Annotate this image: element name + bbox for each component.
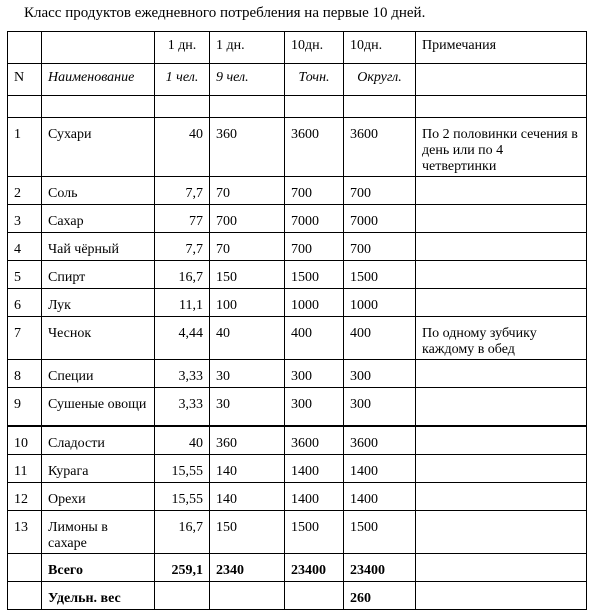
nine-people-day-cell: 150 [210,511,285,554]
table-row [8,205,587,233]
specific-weight-row [8,582,587,610]
per-person-day-cell: 40 [155,118,210,177]
ten-days-rounded-cell: 1500 [344,511,416,554]
product-name-cell: Лук [42,289,155,317]
ten-days-exact-cell: 700 [285,233,344,261]
ten-days-rounded-cell: 700 [344,177,416,205]
note-cell [416,511,587,554]
product-name-cell: Всего [42,554,155,582]
header-cell: Точн. [285,64,344,96]
nine-people-day-cell: 360 [210,426,285,455]
ten-days-rounded-cell: 260 [344,582,416,610]
ten-days-exact-cell: 1500 [285,261,344,289]
note-cell [416,426,587,455]
note-cell [416,289,587,317]
header-cell: 1 чел. [155,64,210,96]
note-cell: По 2 половинки сечения в день или по 4 четвертинки [416,118,587,177]
row-number-cell: 2 [8,177,42,205]
header-cell: 1 дн. [210,32,285,64]
header-cell: 9 чел. [210,64,285,96]
row-number-cell [8,554,42,582]
note-cell [416,205,587,233]
nine-people-day-cell: 700 [210,205,285,233]
total-row [8,554,587,582]
per-person-day-cell: 7,7 [155,177,210,205]
header-cell: N [8,64,42,96]
table-row [8,261,587,289]
table-row [8,388,587,427]
ten-days-rounded-cell: 400 [344,317,416,360]
ten-days-exact-cell: 1500 [285,511,344,554]
row-number-cell: 8 [8,360,42,388]
header-cell [8,32,42,64]
ten-days-exact-cell: 1400 [285,483,344,511]
product-name-cell: Сладости [42,426,155,455]
header-cell: Округл. [344,64,416,96]
row-number-cell: 6 [8,289,42,317]
nine-people-day-cell: 140 [210,483,285,511]
note-cell [416,388,587,427]
product-name-cell: Орехи [42,483,155,511]
ten-days-rounded-cell: 300 [344,388,416,427]
product-name-cell: Сушеные овощи [42,388,155,427]
nine-people-day-cell: 140 [210,455,285,483]
ten-days-exact-cell: 400 [285,317,344,360]
empty-cell [210,96,285,118]
product-name-cell: Чеснок [42,317,155,360]
header-cell [42,32,155,64]
row-number-cell [8,582,42,610]
note-cell [416,582,587,610]
empty-cell [416,96,587,118]
row-number-cell: 12 [8,483,42,511]
ten-days-exact-cell: 300 [285,388,344,427]
per-person-day-cell: 40 [155,426,210,455]
empty-cell [285,96,344,118]
header-cell: 10дн. [285,32,344,64]
document-title: Класс продуктов ежедневного потребления на первые 10 дней. [24,5,426,21]
product-name-cell: Курага [42,455,155,483]
row-number-cell: 10 [8,426,42,455]
table-row [8,233,587,261]
ten-days-rounded-cell: 1400 [344,455,416,483]
note-cell [416,233,587,261]
header-row-columns [8,64,587,96]
ten-days-exact-cell: 3600 [285,426,344,455]
ten-days-rounded-cell: 700 [344,233,416,261]
spacer-row [8,96,587,118]
nine-people-day-cell: 150 [210,261,285,289]
row-number-cell: 4 [8,233,42,261]
header-cell: Примечания [416,32,587,64]
product-name-cell: Лимоны в сахаре [42,511,155,554]
table-row [8,455,587,483]
row-number-cell: 11 [8,455,42,483]
note-cell [416,455,587,483]
product-name-cell: Сухари [42,118,155,177]
table-row [8,118,587,177]
product-name-cell: Чай чёрный [42,233,155,261]
per-person-day-cell: 7,7 [155,233,210,261]
nine-people-day-cell: 100 [210,289,285,317]
product-name-cell: Соль [42,177,155,205]
nine-people-day-cell: 30 [210,360,285,388]
ten-days-exact-cell: 7000 [285,205,344,233]
per-person-day-cell: 4,44 [155,317,210,360]
row-number-cell: 3 [8,205,42,233]
row-number-cell: 7 [8,317,42,360]
nine-people-day-cell: 70 [210,233,285,261]
empty-cell [8,96,42,118]
table-row [8,511,587,554]
ten-days-rounded-cell: 23400 [344,554,416,582]
ten-days-exact-cell: 1000 [285,289,344,317]
per-person-day-cell: 15,55 [155,483,210,511]
per-person-day-cell: 3,33 [155,360,210,388]
per-person-day-cell: 15,55 [155,455,210,483]
note-cell [416,483,587,511]
ten-days-rounded-cell: 7000 [344,205,416,233]
table-row [8,177,587,205]
empty-cell [42,96,155,118]
product-name-cell: Спирт [42,261,155,289]
products-table [7,31,587,610]
per-person-day-cell [155,582,210,610]
per-person-day-cell: 3,33 [155,388,210,427]
ten-days-rounded-cell: 3600 [344,426,416,455]
table-row [8,483,587,511]
table-row [8,426,587,455]
nine-people-day-cell: 70 [210,177,285,205]
per-person-day-cell: 259,1 [155,554,210,582]
nine-people-day-cell: 360 [210,118,285,177]
note-cell: По одному зубчику каждому в обед [416,317,587,360]
header-cell: 10дн. [344,32,416,64]
table-row [8,360,587,388]
empty-cell [155,96,210,118]
ten-days-rounded-cell: 1400 [344,483,416,511]
product-name-cell: Сахар [42,205,155,233]
ten-days-rounded-cell: 300 [344,360,416,388]
product-name-cell: Удельн. вес [42,582,155,610]
nine-people-day-cell: 30 [210,388,285,427]
ten-days-rounded-cell: 1000 [344,289,416,317]
ten-days-rounded-cell: 1500 [344,261,416,289]
ten-days-exact-cell: 700 [285,177,344,205]
header-cell [416,64,587,96]
empty-cell [344,96,416,118]
nine-people-day-cell [210,582,285,610]
row-number-cell: 9 [8,388,42,427]
ten-days-exact-cell: 23400 [285,554,344,582]
per-person-day-cell: 77 [155,205,210,233]
nine-people-day-cell: 2340 [210,554,285,582]
ten-days-rounded-cell: 3600 [344,118,416,177]
per-person-day-cell: 11,1 [155,289,210,317]
row-number-cell: 13 [8,511,42,554]
ten-days-exact-cell [285,582,344,610]
product-name-cell: Специи [42,360,155,388]
header-cell: Наименование [42,64,155,96]
per-person-day-cell: 16,7 [155,261,210,289]
nine-people-day-cell: 40 [210,317,285,360]
table-row [8,317,587,360]
ten-days-exact-cell: 1400 [285,455,344,483]
header-cell: 1 дн. [155,32,210,64]
header-row-days [8,32,587,64]
table-row [8,289,587,317]
ten-days-exact-cell: 3600 [285,118,344,177]
note-cell [416,261,587,289]
note-cell [416,360,587,388]
row-number-cell: 5 [8,261,42,289]
note-cell [416,554,587,582]
per-person-day-cell: 16,7 [155,511,210,554]
note-cell [416,177,587,205]
row-number-cell: 1 [8,118,42,177]
ten-days-exact-cell: 300 [285,360,344,388]
